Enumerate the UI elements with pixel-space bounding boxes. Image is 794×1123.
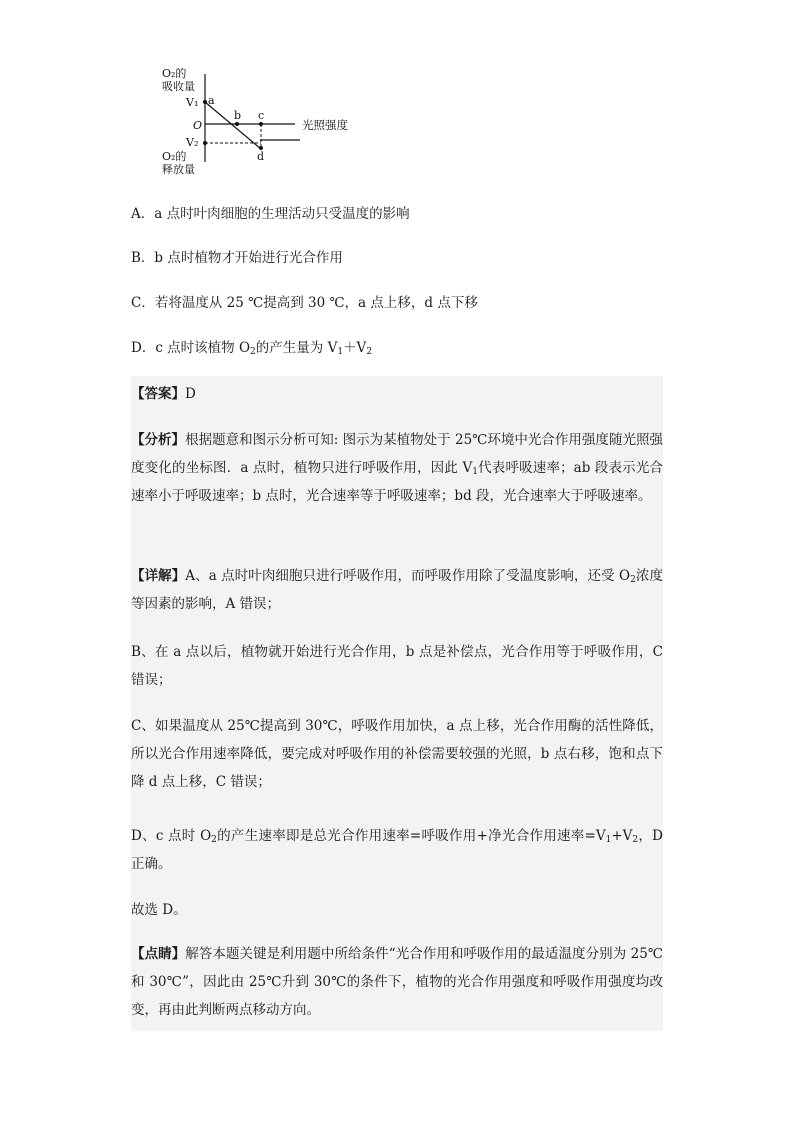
analysis-text-2: 代表呼吸速率；ab 段表示光合速率小于呼吸速率；b 点时，光合速率等于呼吸速率；bd 段，光合速率大于呼吸速率。 [131,460,663,504]
option-d-sub2: 2 [366,347,373,357]
detail-a-sub: 2 [630,575,636,585]
detail-d-sub2: 2 [632,835,639,845]
answer-line [131,380,663,408]
d-label: d [257,150,265,163]
c-label: c [258,109,265,122]
option-d-sub1: 1 [337,347,344,357]
option-d-plus: ＋V [343,340,367,356]
conclusion-line: 故选 D。 [131,902,187,918]
option-c: C．若将温度从 25 ℃提高到 30 ℃，a 点上移，d 点下移 [131,295,478,311]
x-label: 光照强度 [302,118,348,132]
detail-d-text-4: ，D 正确。 [131,828,664,872]
analysis-paragraph [131,426,663,510]
y-bottom-label-1: O₂的 [162,150,187,163]
detail-b-paragraph: B、在 a 点以后，植物就开始进行光合作用，b 点是补偿点，光合作用等于呼吸作用，C 错误； [131,644,663,688]
a-label: a [208,94,215,107]
tip-tag: 【点睛】 [131,946,186,962]
option-d-prefix: D．c 点时该植物 O [131,340,251,356]
tip-paragraph [131,940,663,1024]
y-top-label-1: O₂的 [162,67,187,80]
y-bottom-label-2: 释放量 [162,163,195,176]
option-a: A．a 点时叶肉细胞的生理活动只受温度的影响 [131,206,410,222]
origin-label: O [193,119,203,132]
point-v2 [203,141,207,145]
point-a [203,100,207,104]
detail-a-text-2: 浓度等因素的影响，A 错误； [131,568,664,612]
light-intensity-graph [150,62,370,180]
option-b: B．b 点时植物才开始进行光合作用 [131,250,343,266]
tip-text: 解答本题关键是利用题中所给条件“光合作用和呼吸作用的最适温度分别为 25℃和 30℃”，因此由 25℃升到 30℃的条件下，植物的光合作用强度和呼吸作用强度均改变，再由此判断两点移动方向。 [131,946,663,1018]
option-d-sub: 2 [250,347,256,357]
detail-c-paragraph: C、如果温度从 25℃提高到 30℃，呼吸作用加快，a 点上移，光合作用酶的活性降低，所以光合作用速率降低，要完成对呼吸作用的补偿需要较强的光照，b 点右移，饱和点下降 d 点上移，C 错误； [131,718,663,790]
option-d [131,338,372,358]
detail-a-text-1: A、a 点时叶肉细胞只进行呼吸作用，而呼吸作用除了受温度影响，还受 O [185,568,631,584]
option-d-mid: 的产生量为 V [255,340,338,356]
detail-tag: 【详解】 [131,568,186,584]
answer-value: D [185,386,196,402]
detail-d-text-3: +V [611,828,633,844]
point-c [259,122,263,126]
answer-tag: 【答案】 [131,386,185,402]
detail-a-paragraph [131,562,663,618]
b-label: b [234,109,242,122]
analysis-tag: 【分析】 [131,432,186,448]
detail-d-paragraph [131,822,663,878]
y-top-label-2: 吸收量 [162,80,195,93]
graph-svg [150,62,370,180]
detail-d-sub1: 1 [605,835,612,845]
rate-line [205,102,261,149]
detail-d-text-1: D、c 点时 O [131,828,212,844]
v2-label: V₂ [186,136,199,149]
detail-d-sub: 2 [211,835,217,845]
detail-d-text-2: 的产生速率即是总光合作用速率=呼吸作用+净光合作用速率=V [216,828,606,844]
analysis-sub-1: 1 [472,467,478,477]
point-b [235,122,239,126]
analysis-text-1: 根据题意和图示分析可知: 图示为某植物处于 25℃环境中光合作用强度随光照强度变化的坐标图．a 点时，植物只进行呼吸作用，因此 V [131,432,663,476]
v1-label: V₁ [186,96,199,109]
